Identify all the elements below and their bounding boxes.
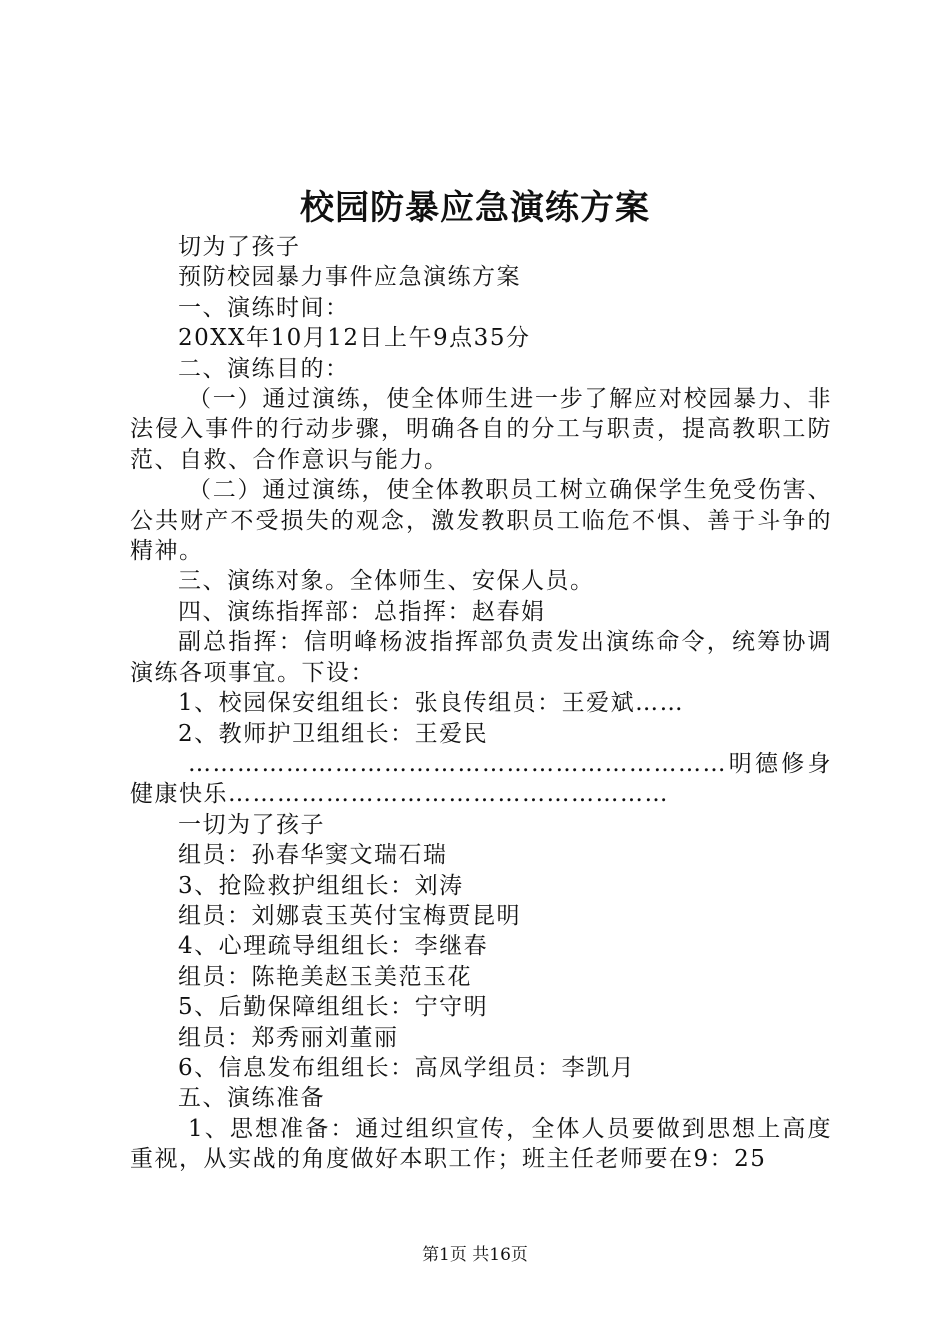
paragraph-20: 5、后勤保障组组长：宁守明 <box>178 994 489 1021</box>
paragraph-8: 三、演练对象。全体师生、安保人员。 <box>178 568 595 595</box>
paragraph-24: 1、思想准备：通过组织宣传，全体人员要做到思想上高度重视，从实战的角度做好本职工作；班主任老师要在9：25 <box>130 1115 832 1173</box>
paragraph-5: 二、演练目的： <box>178 355 350 382</box>
paragraph-10: 副总指挥：信明峰杨波指挥部负责发出演练命令，统筹协调演练各项事宜。下设： <box>130 629 832 686</box>
page-footer: 第1页 共16页 <box>422 1245 528 1265</box>
paragraph-6: （一）通过演练，使全体师生进一步了解应对校园暴力、非法侵入事件的行动步骤，明确各自的分工与职责，提高教职工防范、自救、合作意识与能力。 <box>130 386 832 473</box>
paragraph-7: （二）通过演练，使全体教职员工树立确保学生免受伤害、公共财产不受损失的观念，激发教职员工临危不惧、善于斗争的精神。 <box>130 477 832 565</box>
paragraph-21: 组员：郑秀丽刘董丽 <box>178 1024 399 1051</box>
document-title: 校园防暴应急演练方案 <box>300 188 650 228</box>
paragraph-11: 1、校园保安组组长：张良传组员：王爱斌…… <box>178 690 685 717</box>
paragraph-22: 6、信息发布组组长：高凤学组员：李凯月 <box>178 1054 636 1081</box>
paragraph-3: 一、演练时间： <box>178 294 350 321</box>
paragraph-9: 四、演练指挥部：总指挥：赵春娟 <box>178 598 546 625</box>
paragraph-4: 20XX年10月12日上午9点35分 <box>178 325 531 352</box>
document-body <box>130 232 832 1175</box>
paragraph-18: 4、心理疏导组组长：李继春 <box>178 933 489 960</box>
paragraph-13: …………………………………………………………明德修身健康快乐……………………………………………… <box>130 750 832 808</box>
paragraph-15: 组员：孙春华窦文瑞石瑞 <box>178 842 448 869</box>
paragraph-23: 五、演练准备 <box>178 1085 325 1112</box>
paragraph-1: 切为了孩子 <box>178 234 301 260</box>
paragraph-12: 2、教师护卫组组长：王爱民 <box>178 720 489 747</box>
paragraph-17: 组员：刘娜袁玉英付宝梅贾昆明 <box>178 902 521 929</box>
paragraph-14: 一切为了孩子 <box>178 811 325 838</box>
paragraph-16: 3、抢险救护组组长：刘涛 <box>178 872 464 899</box>
paragraph-2: 预防校园暴力事件应急演练方案 <box>178 264 521 291</box>
paragraph-19: 组员：陈艳美赵玉美范玉花 <box>178 963 472 990</box>
